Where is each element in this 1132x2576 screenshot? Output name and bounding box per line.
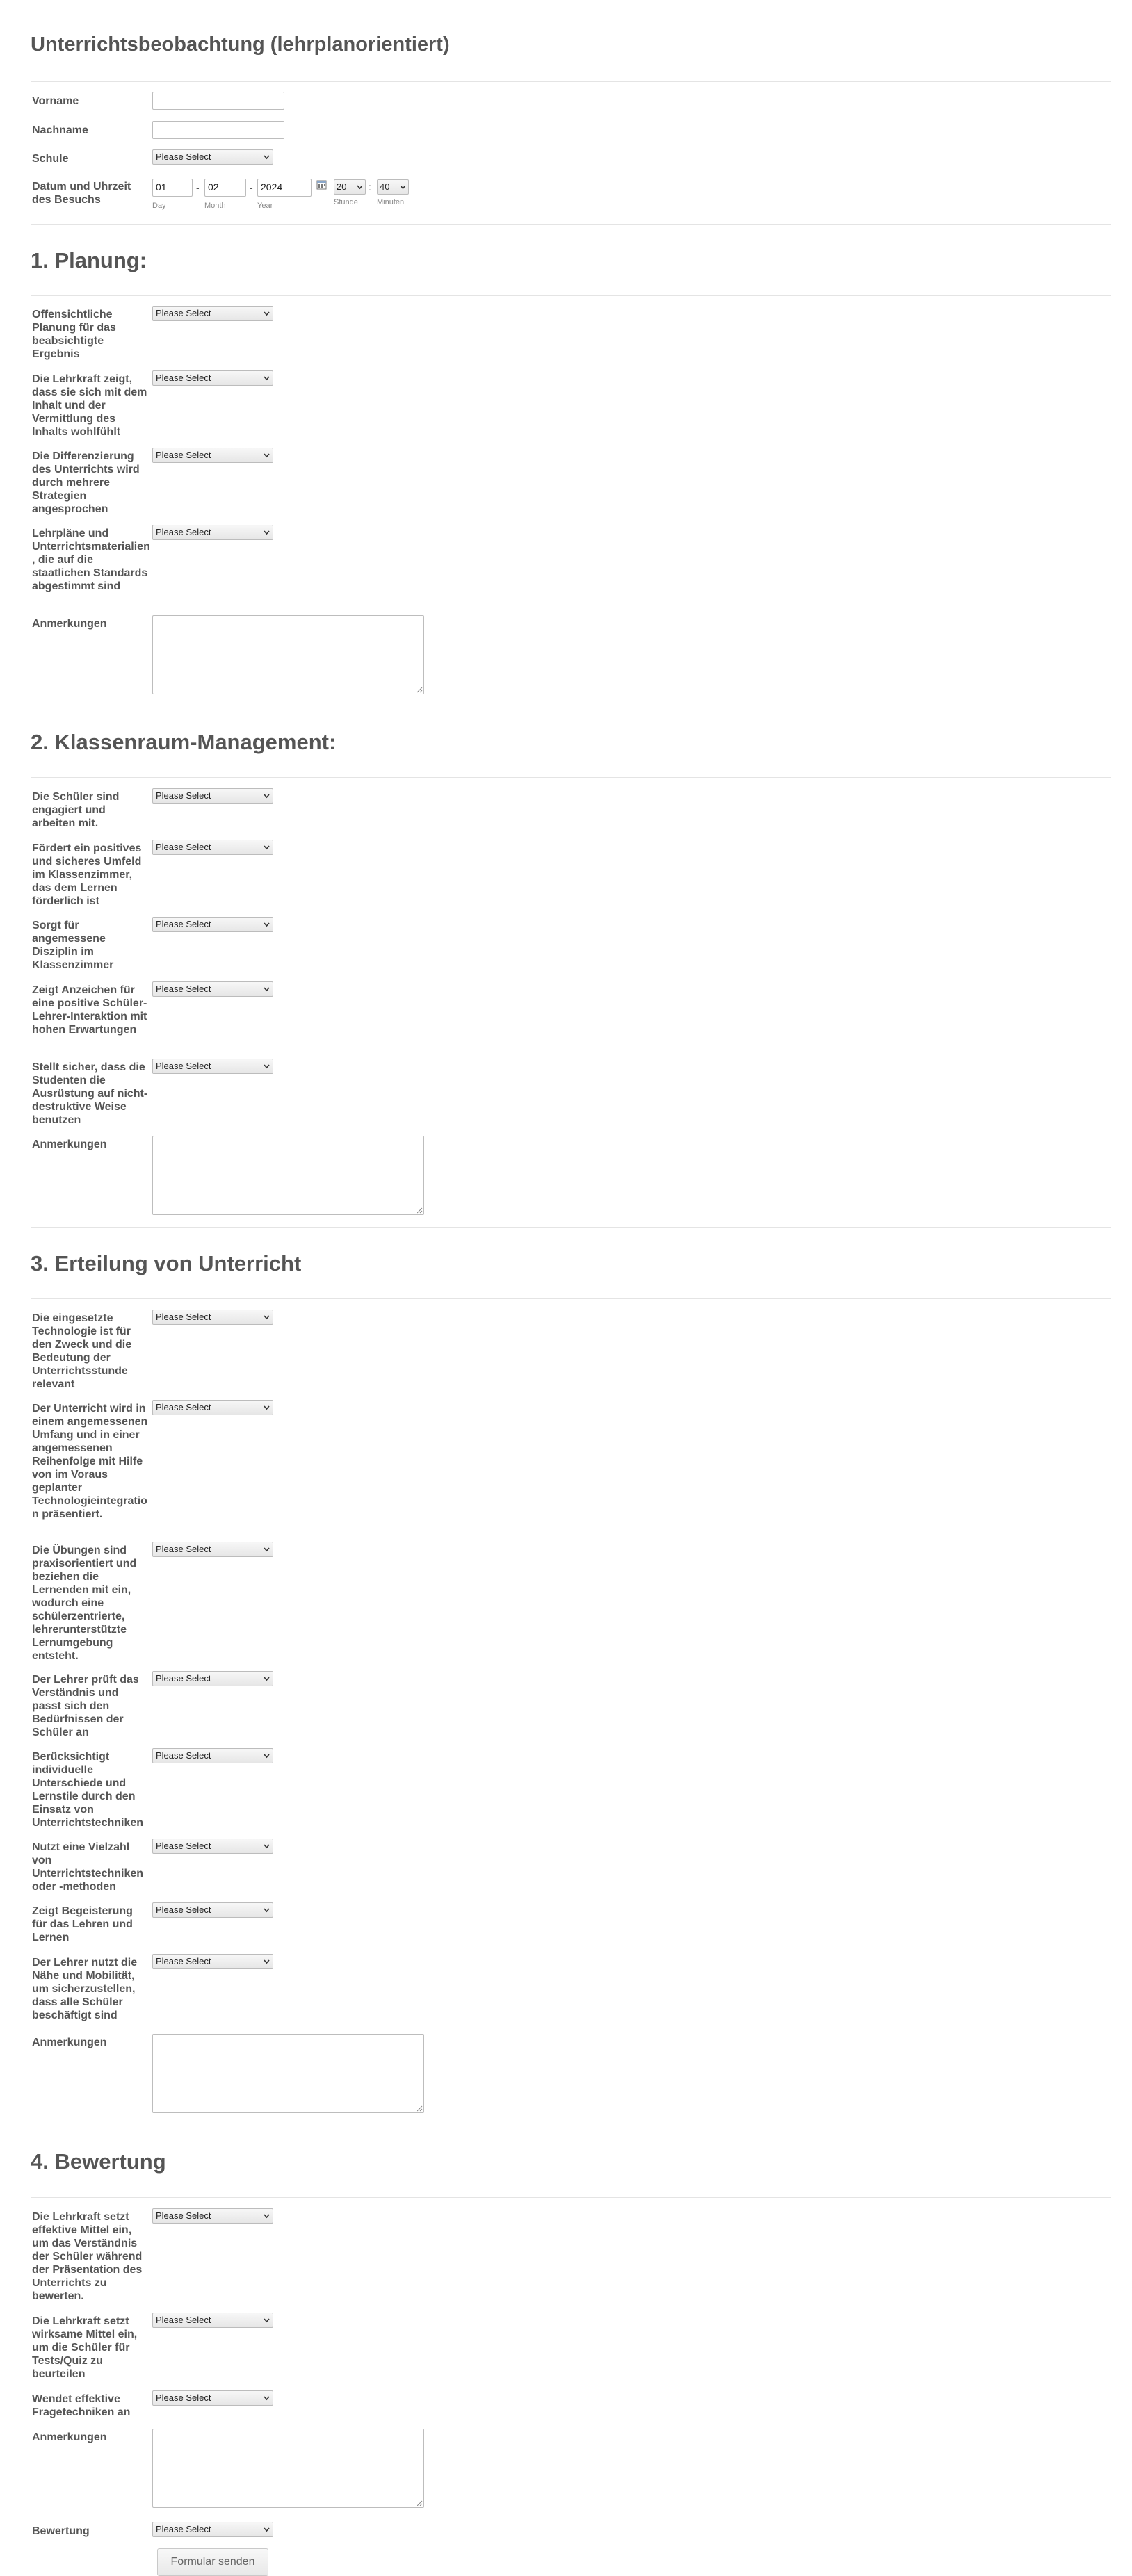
rating-select-value: Please Select xyxy=(156,1673,211,1684)
question-label: Nutzt eine Vielzahl von Unterrichtstechniken oder -methoden xyxy=(32,1841,144,1893)
rating-select-value: Please Select xyxy=(156,919,211,929)
day-sublabel: Day xyxy=(152,202,166,210)
rating-select[interactable] xyxy=(152,306,273,321)
chevron-down-icon xyxy=(264,1547,270,1552)
rating-select-value: Please Select xyxy=(156,450,211,460)
rating-select-value: Please Select xyxy=(156,984,211,994)
rating-select-value: Please Select xyxy=(156,790,211,801)
chevron-down-icon xyxy=(264,986,270,992)
rating-select[interactable] xyxy=(152,1310,273,1325)
divider xyxy=(31,224,1111,225)
day-input[interactable]: 01 xyxy=(152,179,193,197)
notes-label: Anmerkungen xyxy=(32,2037,107,2048)
hour-select[interactable] xyxy=(334,179,366,195)
divider xyxy=(31,1298,1111,1299)
divider xyxy=(31,1227,1111,1228)
question-label: Fördert ein positives und sicheres Umfeld im Klassenzimmer, das dem Lernen förderlich ist xyxy=(32,842,142,907)
question-label: Der Lehrer prüft das Verständnis und passt sich den Bedürfnissen der Schüler an xyxy=(32,1674,139,1738)
question-label: Stellt sicher, dass die Studenten die Ausrüstung auf nicht-destruktive Weise benutzen xyxy=(32,1061,148,1126)
notes-textarea[interactable] xyxy=(152,615,424,694)
rating-select[interactable] xyxy=(152,1059,273,1074)
chevron-down-icon xyxy=(264,1907,270,1913)
question-label: Die Schüler sind engagiert und arbeiten mit. xyxy=(32,791,120,829)
chevron-down-icon xyxy=(264,1314,270,1320)
year-sublabel: Year xyxy=(257,202,273,210)
rating-select-value: Please Select xyxy=(156,527,211,537)
rating-select[interactable] xyxy=(152,840,273,855)
resize-grip-icon[interactable] xyxy=(416,686,423,693)
divider xyxy=(31,777,1111,778)
section-title-planung: 1. Planung: xyxy=(31,248,147,272)
chevron-down-icon xyxy=(264,2317,270,2323)
chevron-down-icon xyxy=(264,2213,270,2219)
rating-select-value: Please Select xyxy=(156,1750,211,1761)
rating-select[interactable] xyxy=(152,525,273,540)
question-label: Lehrpläne und Unterrichtsmaterialien, die auf die staatlichen Standards abgestimmt sind xyxy=(32,528,150,592)
notes-textarea[interactable] xyxy=(152,1136,424,1215)
divider xyxy=(31,81,1111,82)
question-label: Offensichtliche Planung für das beabsichtigte Ergebnis xyxy=(32,309,116,360)
bewertung-select[interactable] xyxy=(152,2522,273,2537)
rating-select-value: Please Select xyxy=(156,1312,211,1322)
rating-select-value: Please Select xyxy=(156,1956,211,1966)
notes-textarea[interactable] xyxy=(152,2429,424,2508)
chevron-down-icon xyxy=(264,1959,270,1964)
chevron-down-icon xyxy=(264,1753,270,1759)
bewertung-select-value: Please Select xyxy=(156,2524,211,2534)
vorname-input[interactable] xyxy=(152,92,284,110)
page-title: Unterrichtsbeobachtung (lehrplanorientiert) xyxy=(31,33,450,56)
rating-select[interactable] xyxy=(152,1902,273,1918)
rating-select-value: Please Select xyxy=(156,2392,211,2403)
divider xyxy=(31,2197,1111,2198)
question-label: Sorgt für angemessene Disziplin im Klassenzimmer xyxy=(32,920,114,971)
rating-select[interactable] xyxy=(152,788,273,804)
chevron-down-icon xyxy=(264,154,270,160)
schule-select[interactable] xyxy=(152,149,273,165)
rating-select-value: Please Select xyxy=(156,1905,211,1915)
rating-select[interactable] xyxy=(152,370,273,386)
chevron-down-icon xyxy=(264,1063,270,1069)
chevron-down-icon xyxy=(400,184,406,190)
rating-select-value: Please Select xyxy=(156,2315,211,2325)
notes-textarea[interactable] xyxy=(152,2034,424,2113)
chevron-down-icon xyxy=(357,184,363,190)
minute-sublabel: Minuten xyxy=(377,198,405,206)
month-input[interactable]: 02 xyxy=(204,179,246,197)
rating-select-value: Please Select xyxy=(156,1402,211,1412)
rating-select-value: Please Select xyxy=(156,1841,211,1851)
datum-label: Datum und Uhrzeit des Besuchs xyxy=(32,181,131,206)
hour-select-value: 20 xyxy=(337,181,347,192)
minute-select-value: 40 xyxy=(380,181,390,192)
rating-select[interactable] xyxy=(152,2313,273,2328)
chevron-down-icon xyxy=(264,1843,270,1849)
chevron-down-icon xyxy=(264,453,270,458)
calendar-icon[interactable] xyxy=(316,179,327,190)
date-separator: - xyxy=(250,182,253,193)
rating-select[interactable] xyxy=(152,917,273,932)
chevron-down-icon xyxy=(264,2395,270,2401)
question-label: Die Lehrkraft setzt wirksame Mittel ein, um die Schüler für Tests/Quiz zu beurteilen xyxy=(32,2315,138,2380)
rating-select[interactable] xyxy=(152,1400,273,1415)
question-label: Die Differenzierung des Unterrichts wird durch mehrere Strategien angesprochen xyxy=(32,450,140,515)
time-separator: : xyxy=(369,181,371,193)
chevron-down-icon xyxy=(264,793,270,799)
rating-select-value: Please Select xyxy=(156,842,211,852)
chevron-down-icon xyxy=(264,1676,270,1681)
chevron-down-icon xyxy=(264,530,270,535)
section-title-bewertung: 4. Bewertung xyxy=(31,2149,166,2174)
month-sublabel: Month xyxy=(204,202,226,210)
date-separator: - xyxy=(196,182,200,193)
question-label: Zeigt Begeisterung für das Lehren und Lernen xyxy=(32,1905,133,1943)
minute-select[interactable] xyxy=(377,179,409,195)
notes-label: Anmerkungen xyxy=(32,1139,107,1150)
nachname-input[interactable] xyxy=(152,121,284,139)
chevron-down-icon xyxy=(264,2527,270,2532)
rating-select[interactable] xyxy=(152,1954,273,1969)
rating-select[interactable] xyxy=(152,1542,273,1557)
chevron-down-icon xyxy=(264,1405,270,1410)
schule-select-value: Please Select xyxy=(156,152,211,162)
resize-grip-icon[interactable] xyxy=(416,2105,423,2112)
rating-select[interactable] xyxy=(152,1839,273,1854)
question-label: Die Übungen sind praxisorientiert und beziehen die Lernenden mit ein, wodurch eine schülerzentrierte, lehrerunterstützte Lernumgebung entsteht. xyxy=(32,1544,137,1662)
question-label: Der Lehrer nutzt die Nähe und Mobilität, um sicherzustellen, dass alle Schüler beschäftigt sind xyxy=(32,1957,138,2021)
rating-select-value: Please Select xyxy=(156,308,211,318)
schule-label: Schule xyxy=(32,153,69,165)
rating-select-value: Please Select xyxy=(156,1544,211,1554)
question-label: Die Lehrkraft zeigt, dass sie sich mit dem Inhalt und der Vermittlung des Inhalts wohlfühlt xyxy=(32,373,147,438)
divider xyxy=(31,295,1111,296)
chevron-down-icon xyxy=(264,311,270,316)
vorname-label: Vorname xyxy=(32,95,79,107)
rating-select[interactable] xyxy=(152,448,273,463)
question-label: Der Unterricht wird in einem angemessenen Umfang und in einer angemessenen Reihenfolge mit Hilfe von im Voraus geplanter Technologieintegration präsentiert. xyxy=(32,1403,148,1520)
rating-select-value: Please Select xyxy=(156,1061,211,1071)
chevron-down-icon xyxy=(264,922,270,927)
nachname-label: Nachname xyxy=(32,124,88,136)
rating-select[interactable] xyxy=(152,1748,273,1763)
rating-select[interactable] xyxy=(152,2390,273,2406)
rating-select-value: Please Select xyxy=(156,2210,211,2221)
notes-label: Anmerkungen xyxy=(32,618,107,630)
chevron-down-icon xyxy=(264,845,270,850)
rating-select[interactable] xyxy=(152,1671,273,1686)
rating-select-value: Please Select xyxy=(156,373,211,383)
resize-grip-icon[interactable] xyxy=(416,1207,423,1214)
resize-grip-icon[interactable] xyxy=(416,2500,423,2506)
rating-select[interactable] xyxy=(152,981,273,997)
question-label: Berücksichtigt individuelle Unterschiede und Lernstile durch den Einsatz von Unterrichtstechniken xyxy=(32,1751,144,1829)
question-label: Zeigt Anzeichen für eine positive Schüler-Lehrer-Interaktion mit hohen Erwartungen xyxy=(32,984,147,1036)
section-title-klassenraum: 2. Klassenraum-Management: xyxy=(31,730,337,754)
notes-label: Anmerkungen xyxy=(32,2431,107,2443)
section-title-unterricht: 3. Erteilung von Unterricht xyxy=(31,1251,302,1275)
question-label: Die Lehrkraft setzt effektive Mittel ein, um das Verständnis der Schüler während der Präsentation des Unterrichts zu bewerten. xyxy=(32,2211,143,2302)
question-label: Wendet effektive Fragetechniken an xyxy=(32,2393,131,2418)
chevron-down-icon xyxy=(264,375,270,381)
submit-button[interactable]: Formular senden xyxy=(157,2548,268,2576)
hour-sublabel: Stunde xyxy=(334,198,358,206)
rating-select[interactable] xyxy=(152,2208,273,2224)
question-label: Die eingesetzte Technologie ist für den Zweck und die Bedeutung der Unterrichtsstunde relevant xyxy=(32,1312,132,1390)
bewertung-label: Bewertung xyxy=(32,2525,90,2537)
year-input[interactable]: 2024 xyxy=(257,179,312,197)
